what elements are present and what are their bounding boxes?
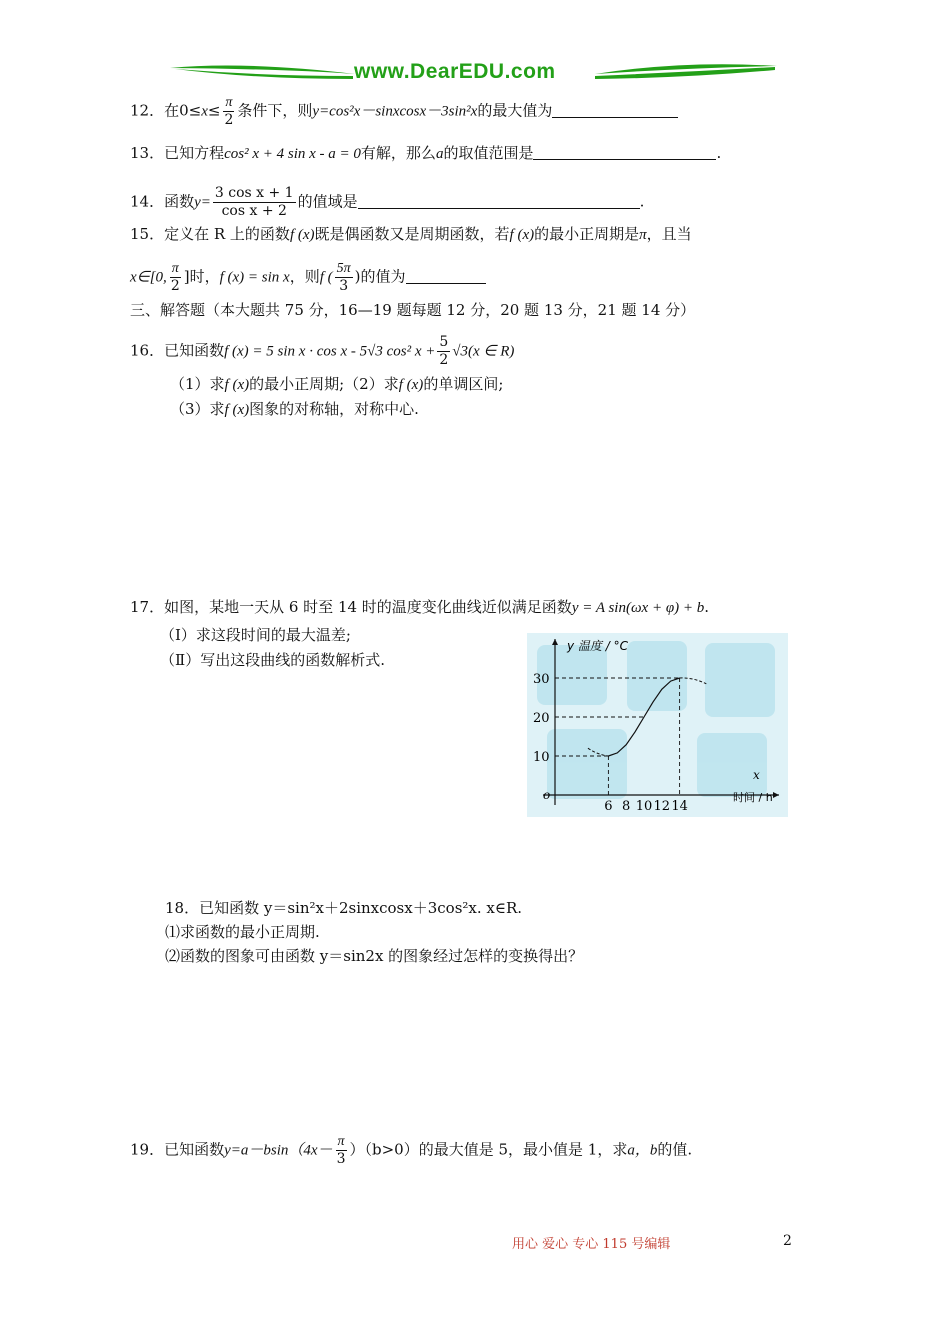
q12-x: x — [201, 103, 208, 120]
q19-pi: π — [337, 1134, 345, 1149]
q17-expr: y = A sin(ωx + φ) + b — [571, 600, 705, 616]
watermark-block-2 — [627, 641, 687, 711]
q18-number: 18． — [165, 899, 200, 917]
question-16 — [130, 334, 514, 369]
x-axis-caption: 时间 / h — [733, 791, 773, 804]
q15-three: 3 — [339, 278, 349, 294]
q14-text-b: 的值域是 — [297, 192, 358, 211]
section-3-heading: 三、解答题（本大题共 75 分，16—19 题每题 12 分，20 题 13 分，21 题 14 分） — [130, 301, 696, 319]
q17-sub-2: （Ⅱ）写出这段曲线的函数解析式. — [160, 651, 385, 669]
q14-denominator: cos x + 2 — [221, 203, 287, 219]
site-logo: www.DearEDU.com — [354, 60, 556, 83]
q15-fx: f (x) — [289, 227, 315, 243]
q14-answer-blank[interactable] — [358, 192, 640, 209]
q17-sub-1: （Ⅰ）求这段时间的最大温差; — [160, 626, 351, 644]
watermark-block-5 — [697, 733, 767, 797]
q16-text: 已知函数 — [164, 341, 225, 360]
q13-text-b: 有解，那么 — [360, 144, 436, 162]
q15-f: f ( — [319, 269, 333, 286]
q12-fraction — [222, 94, 235, 129]
y-tick-label: 10 — [533, 750, 550, 765]
q19-number: 19． — [130, 1140, 165, 1159]
question-18 — [165, 898, 522, 918]
q17-end: . — [704, 598, 710, 616]
q16-sub-3 — [170, 399, 419, 420]
q13-text-a: 已知方程 — [164, 144, 225, 162]
q19-three: 3 — [336, 1151, 346, 1167]
q17-text: 如图，某地一天从 6 时至 14 时的温度变化曲线近似满足函数 — [164, 598, 572, 616]
q13-equation: cos² x + 4 sin x - a = 0 — [224, 146, 361, 162]
q15-number: 15． — [130, 225, 165, 243]
q16-sub-1-2 — [170, 374, 503, 395]
q15-fx-2: f (x) — [509, 227, 535, 243]
q16-two: 2 — [439, 352, 449, 368]
question-19 — [130, 1133, 692, 1168]
q17-number: 17． — [130, 598, 165, 616]
left-swoosh — [170, 66, 355, 74]
x-tick-label: 10 — [635, 799, 653, 814]
q12-pre: 在0≤ — [164, 101, 202, 120]
q12-answer-blank[interactable] — [552, 101, 678, 118]
q19-expr: y=a－bsin（4x－ — [224, 1142, 333, 1159]
q16-sub1b: 的最小正周期;（2）求 — [249, 375, 399, 393]
q12-two: 2 — [224, 112, 234, 128]
question-15-line2 — [130, 260, 486, 295]
page-number: 2 — [783, 1233, 792, 1249]
q16-expr-a: f (x) = 5 sin x · cos x - 5√3 cos² x + — [224, 343, 436, 360]
q18-sub-2: ⑵函数的图象可由函数 y＝sin2x 的图象经过怎样的变换得出？ — [165, 947, 584, 965]
q13-answer-blank[interactable] — [533, 143, 716, 160]
q19-pi-over-3 — [335, 1133, 348, 1168]
q15-answer-blank[interactable] — [406, 267, 486, 284]
q13-end: . — [716, 144, 722, 162]
y-tick-label: 30 — [533, 672, 550, 687]
q16-number: 16． — [130, 341, 165, 360]
q12-cond: 条件下，则 — [237, 101, 313, 120]
question-12 — [130, 94, 678, 129]
q16-fx-3: f (x) — [224, 402, 250, 418]
x-tick-label: 14 — [671, 799, 688, 814]
q16-fx-1: f (x) — [224, 377, 250, 393]
q13-text-c: 的取值范围是 — [443, 144, 534, 162]
q15-line1b: 既是偶函数又是周期函数，若 — [314, 225, 510, 243]
temperature-chart — [527, 633, 788, 817]
q16-sub3b: 图象的对称轴，对称中心. — [249, 400, 419, 418]
q15-five-pi: 5π — [336, 261, 351, 276]
q19-text-a: 已知函数 — [164, 1140, 225, 1159]
footer-note: 用心 爱心 专心 115 号编辑 — [512, 1237, 671, 1252]
q15-then: ，则 — [289, 267, 320, 286]
q15-line1: 定义在 R 上的函数 — [164, 225, 290, 243]
q16-five: 5 — [439, 334, 449, 350]
question-15-line1 — [130, 224, 692, 245]
x-tick-label: 12 — [653, 799, 671, 814]
q15-value: 的值为 — [360, 267, 406, 286]
q15-close: ) — [354, 267, 361, 286]
q14-end: . — [639, 192, 645, 211]
q15-pi: π — [639, 227, 647, 243]
left-swoosh-2 — [175, 69, 353, 79]
q12-post: 的最大值为 — [477, 101, 553, 120]
q14-number: 14． — [130, 192, 165, 211]
x-tick-label: 8 — [622, 799, 631, 814]
q19-end: 的值. — [657, 1140, 693, 1159]
q18-sub-1: ⑴求函数的最小正周期. — [165, 923, 320, 941]
q15-line1c: 的最小正周期是 — [534, 225, 640, 243]
watermark-block-4 — [547, 729, 627, 799]
q12-le: ≤ — [207, 101, 221, 120]
q13-number: 13． — [130, 144, 165, 162]
q18-text: 已知函数 y＝sin²x＋2sinxcosx＋3cos²x. x∈R. — [199, 899, 523, 917]
q15-pi-over-2 — [169, 260, 182, 295]
question-17 — [130, 597, 709, 618]
q15-pi2: π — [171, 261, 179, 276]
q13-a: a — [435, 146, 444, 162]
x-axis-label: x — [753, 768, 760, 782]
watermark-block-3 — [705, 643, 775, 717]
q14-fraction — [213, 185, 296, 220]
q16-expr-b: √3(x ∈ R) — [452, 343, 515, 360]
q16-sub1c: 的单调区间; — [423, 375, 504, 393]
q15-bracket: ]时， — [183, 267, 220, 286]
y-axis-label: y 温度 / °C — [567, 639, 628, 653]
q16-fx-2: f (x) — [398, 377, 424, 393]
origin-label: o — [543, 788, 551, 802]
question-13 — [130, 143, 721, 164]
q19-expr-b: ）（b>0）的最大值是 5，最小值是 1，求 — [349, 1140, 628, 1159]
q15-eq: f (x) = sin x — [219, 269, 290, 286]
q16-sub1a: （1）求 — [170, 375, 225, 393]
q14-text-a: 函数 — [164, 192, 195, 211]
x-tick-label: 6 — [604, 799, 613, 814]
q15-line1d: ，且当 — [646, 225, 692, 243]
y-tick-label: 20 — [533, 711, 550, 726]
q12-number: 12． — [130, 101, 165, 120]
q19-ab: a，b — [627, 1142, 658, 1159]
q16-five-halves — [437, 334, 450, 369]
q15-x-in: x∈[0, — [130, 269, 167, 286]
q15-two: 2 — [170, 278, 180, 294]
q12-pi: π — [225, 95, 233, 110]
question-14 — [130, 185, 644, 220]
q14-y: y= — [194, 194, 211, 211]
q16-sub3a: （3）求 — [170, 400, 225, 418]
q15-5pi-over-3 — [335, 260, 353, 295]
q12-expr: y=cos²x－sinxcosx－3sin²x — [312, 103, 478, 120]
q14-numerator: 3 cos x + 1 — [214, 185, 294, 201]
